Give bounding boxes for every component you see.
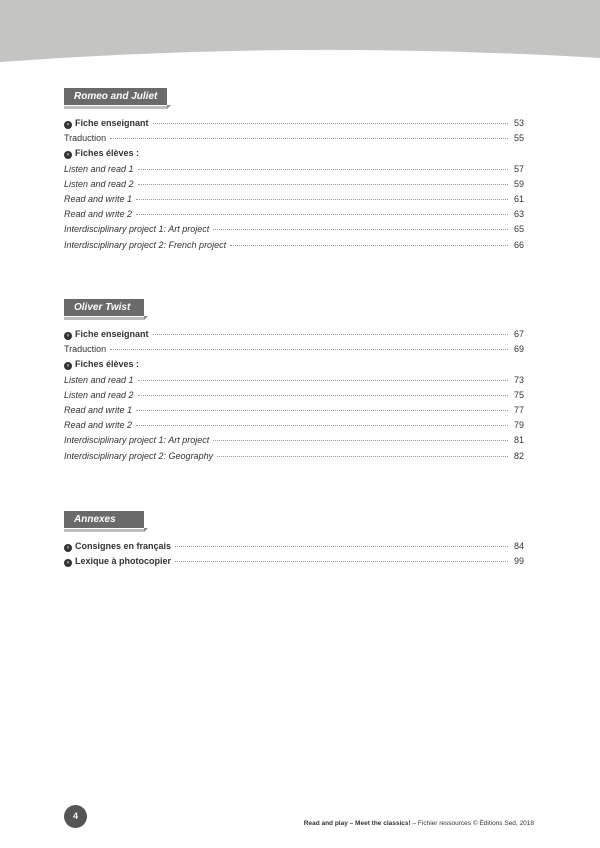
dot-leader [153,334,508,335]
section-title-text: Oliver Twist [74,302,131,313]
toc-entry-label: Traduction [64,344,107,355]
toc-entry[interactable] [64,435,524,450]
toc-entry-label: Fiche enseignant [75,329,149,339]
toc-entry[interactable] [64,375,524,390]
toc-entry-page: 61 [513,193,524,204]
chevron-right-icon: › [64,362,72,370]
toc-entry-label: Fiche enseignant [75,118,149,128]
dot-leader [138,395,508,396]
dot-leader [110,349,508,350]
toc-list [64,118,524,255]
toc-entry[interactable] [64,405,524,420]
toc-entry[interactable] [64,194,524,209]
toc-entry[interactable] [64,209,524,224]
toc-entry-label: Read and write 2 [64,420,133,431]
toc-entry-page: 63 [513,209,524,220]
toc-entry-label: Fiches élèves : [75,359,140,370]
chevron-right-icon: › [64,151,72,159]
section-title-text: Romeo and Juliet [74,91,158,102]
toc-entry[interactable] [64,420,524,435]
toc-entry[interactable] [64,164,524,179]
toc-entry-label: Interdisciplinary project 2: French project [64,239,227,250]
toc-entry-page: 66 [513,239,524,250]
toc-entry[interactable] [64,344,524,359]
dot-leader [110,138,508,139]
chevron-right-icon: › [64,544,72,552]
section-title-text: Annexes [74,514,116,525]
dot-leader [136,199,508,200]
section-title [64,88,167,105]
footer-credit: – Fichier ressources © Éditions Sed, 2018 [410,820,534,827]
toc-entry[interactable] [64,133,524,148]
toc-entry-page: 55 [513,133,524,144]
dot-leader [153,123,508,124]
section-title [64,511,144,528]
chevron-right-icon: › [64,559,72,567]
toc-entry-page: 99 [513,556,524,567]
toc-entry-label: Lexique à photocopier [75,556,172,567]
toc-entry-page: 75 [513,389,524,400]
toc-entry[interactable] [64,179,524,194]
toc-section [64,509,524,571]
toc-entry[interactable] [64,224,524,239]
toc-entry-label: Interdisciplinary project 1: Art project [64,224,210,235]
toc-entry[interactable] [64,240,524,255]
toc-section [64,297,524,466]
dot-leader [217,456,508,457]
toc-entry-page: 81 [513,435,524,446]
toc-entry-page: 65 [513,224,524,235]
toc-subheading[interactable] [64,359,524,374]
toc-subheading[interactable] [64,148,524,163]
dot-leader [138,184,508,185]
toc-entry-label: Consignes en français [75,541,172,551]
toc-entry[interactable] [64,451,524,466]
dot-leader [213,440,508,441]
toc-entry-page: 59 [513,178,524,189]
page-number: 4 [64,805,87,828]
dot-leader [136,214,508,215]
dot-leader [138,169,508,170]
toc-entry-label: Read and write 1 [64,193,133,204]
toc-entry-page: 67 [513,329,524,339]
footer-book-title: Read and play – Meet the classics! [303,820,411,827]
chevron-right-icon: › [64,121,72,129]
toc-entry-page: 73 [513,374,524,385]
toc-list [64,329,524,466]
dot-leader [138,380,508,381]
toc-entry-label: Listen and read 1 [64,374,134,385]
toc-section [64,86,524,255]
chevron-right-icon: › [64,332,72,340]
dot-leader [230,245,508,246]
toc-entry-label: Listen and read 2 [64,178,134,189]
toc-list [64,541,524,571]
toc-entry-label: Read and write 1 [64,404,133,415]
toc-entry[interactable] [64,556,524,571]
toc-entry-label: Traduction [64,133,107,144]
section-title [64,299,144,316]
dot-leader [175,546,508,547]
dot-leader [136,410,508,411]
dot-leader [136,425,508,426]
toc-entry-label: Listen and read 1 [64,163,134,174]
toc-entry-label: Fiches élèves : [75,148,140,159]
toc-entry-label: Listen and read 2 [64,389,134,400]
toc-entry[interactable] [64,329,524,344]
footer [304,820,534,827]
toc-entry-label: Interdisciplinary project 2: Geography [64,450,214,461]
toc-entry[interactable] [64,390,524,405]
toc-entry-page: 69 [513,344,524,355]
dot-leader [175,561,508,562]
top-band [0,0,600,70]
toc-entry-page: 79 [513,420,524,431]
toc-entry[interactable] [64,118,524,133]
toc-entry-page: 57 [513,163,524,174]
dot-leader [213,229,508,230]
toc-entry[interactable] [64,541,524,556]
toc-entry-page: 82 [513,450,524,461]
toc-entry-page: 77 [513,404,524,415]
toc-entry-label: Read and write 2 [64,209,133,220]
toc-entry-label: Interdisciplinary project 1: Art project [64,435,210,446]
toc-entry-page: 84 [513,541,524,551]
toc-entry-page: 53 [513,118,524,128]
